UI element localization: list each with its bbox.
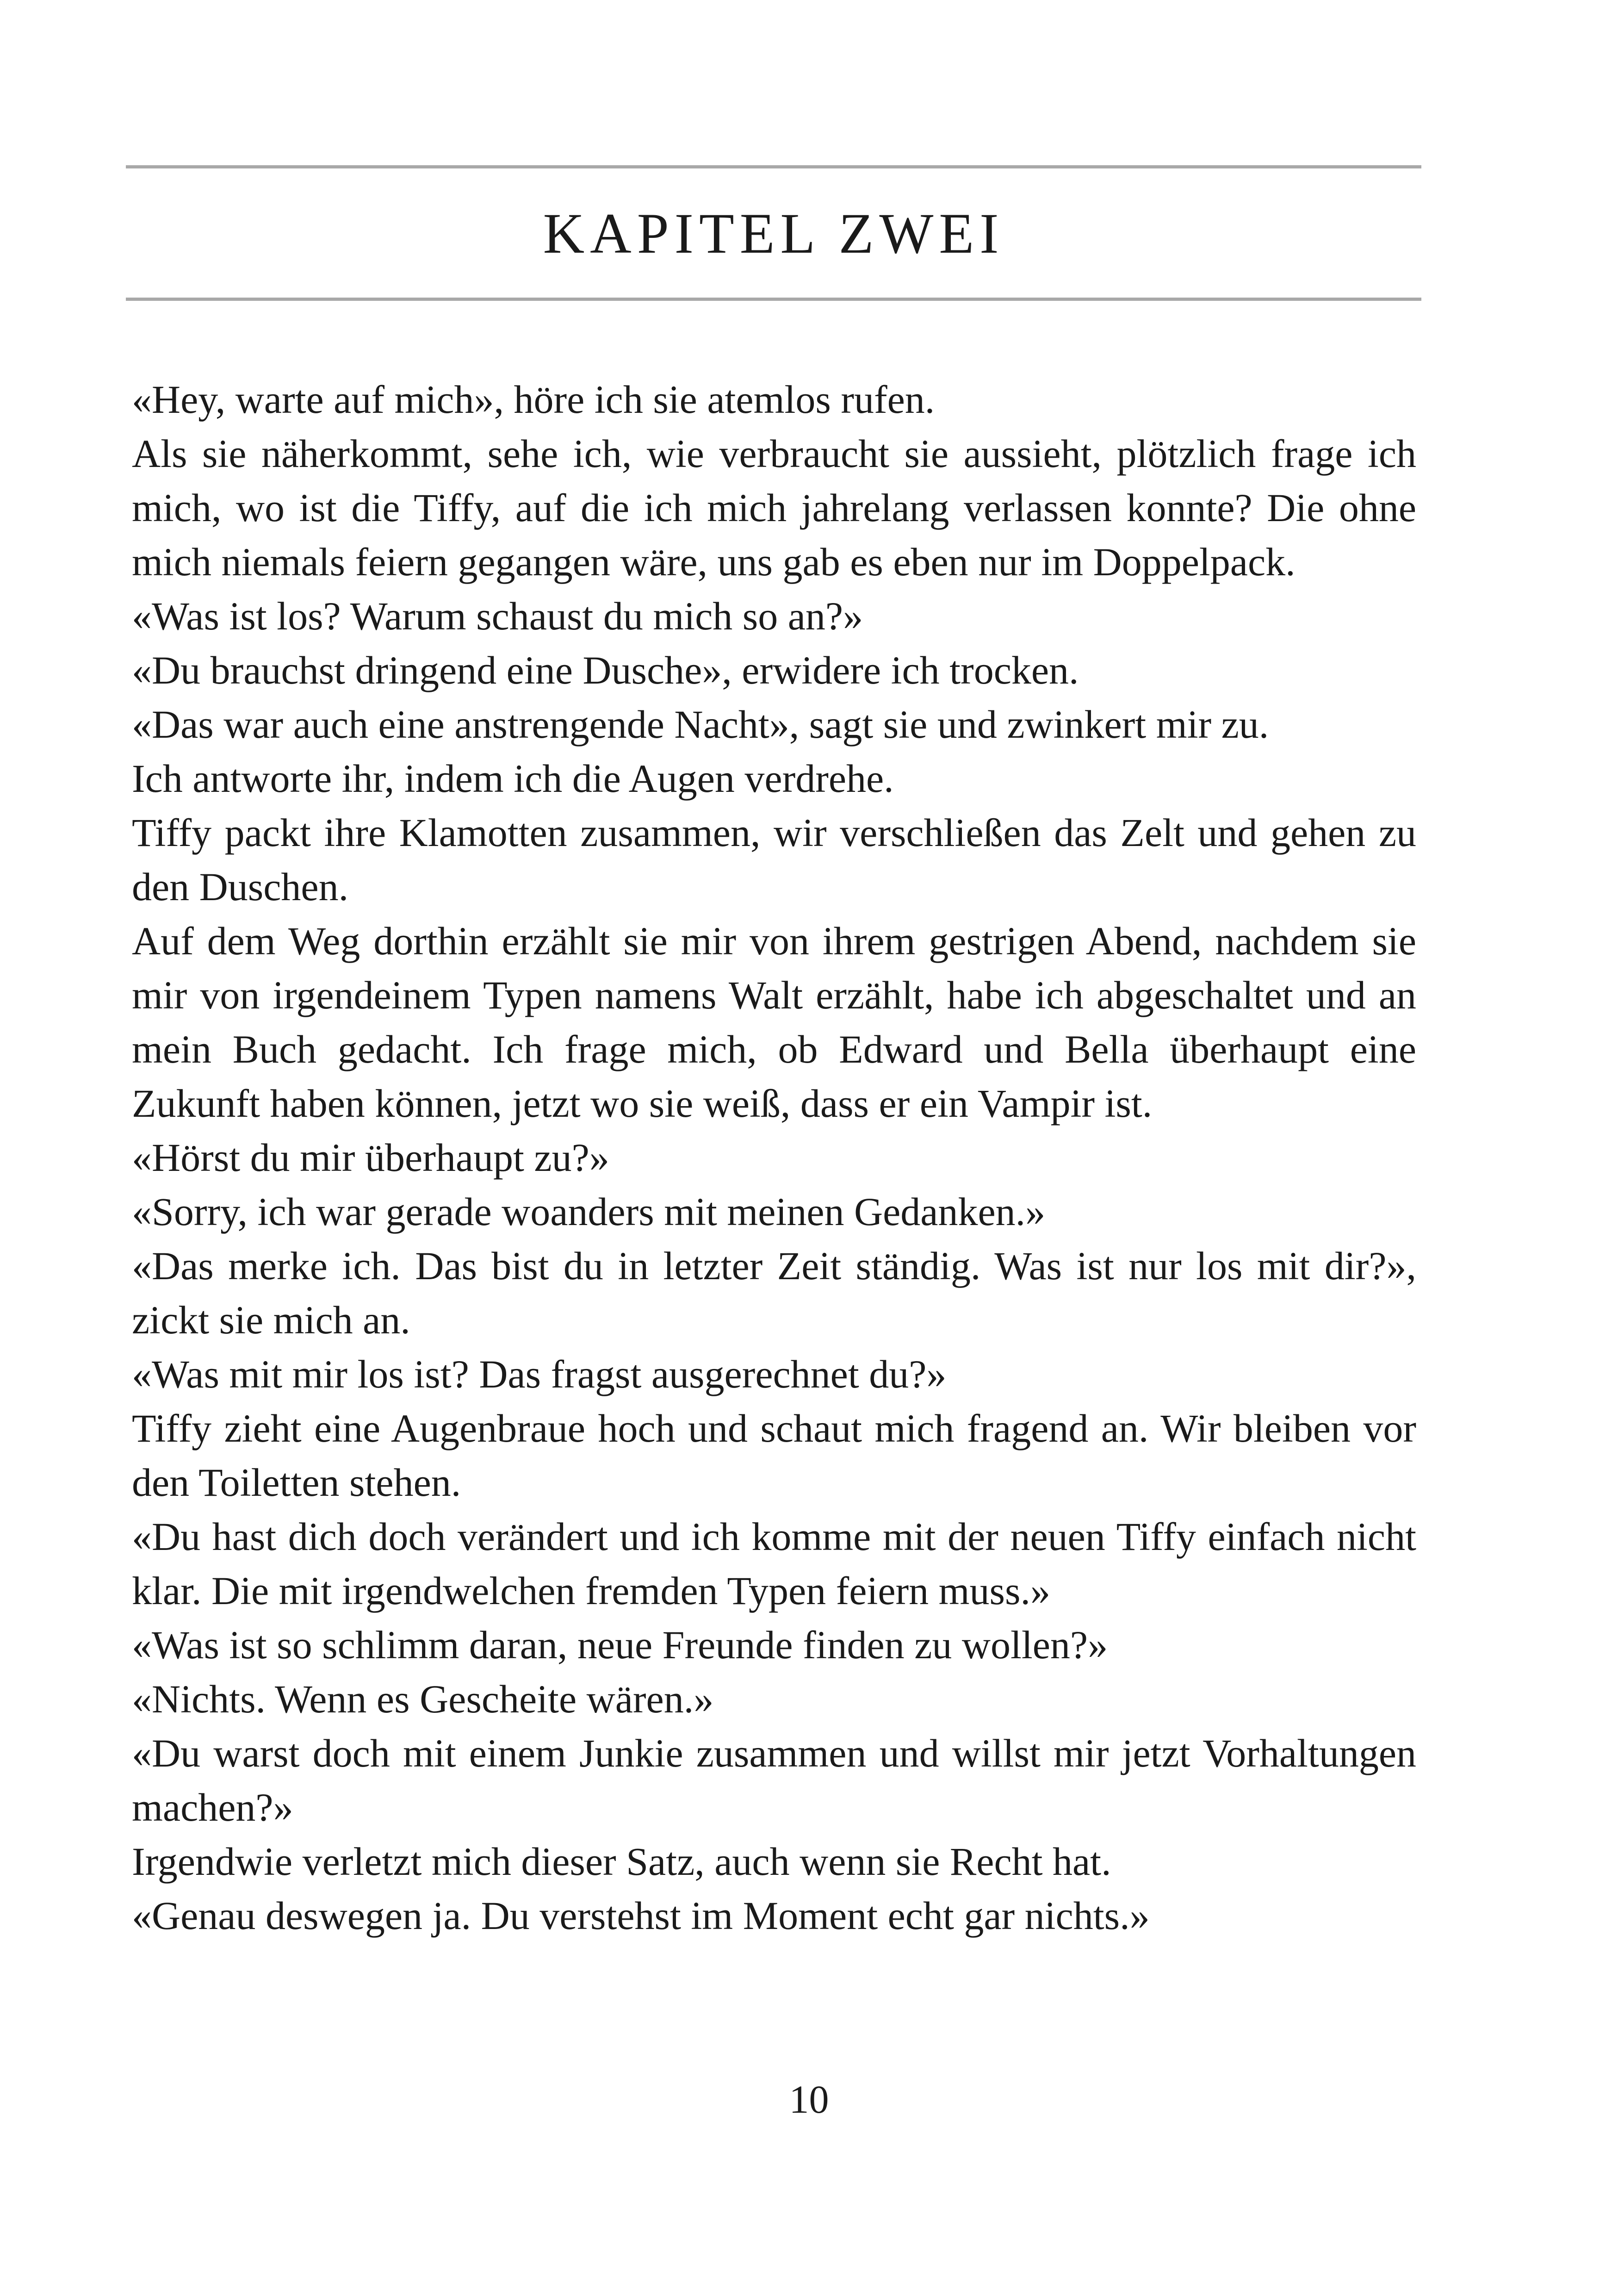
paragraph: Tiffy zieht eine Augenbraue hoch und schaut mich fragend an. Wir bleiben vor den Toiletten stehen. — [132, 1406, 1416, 1505]
paragraph: «Du hast dich doch verändert und ich komme mit der neuen Tiffy einfach nicht klar. Die mit irgendwelchen fremden Typen feiern muss.» — [132, 1514, 1416, 1613]
paragraph: «Hörst du mir überhaupt zu?» — [132, 1135, 609, 1180]
paragraph: «Was mit mir los ist? Das fragst ausgerechnet du?» — [132, 1352, 947, 1396]
page-number: 10 — [789, 2077, 829, 2122]
paragraph: «Sorry, ich war gerade woanders mit meinen Gedanken.» — [132, 1189, 1046, 1234]
paragraph: Tiffy packt ihre Klamotten zusammen, wir verschließen das Zelt und gehen zu den Duschen. — [132, 810, 1416, 909]
body-text — [132, 373, 1416, 1943]
paragraph: «Das war auch eine anstrengende Nacht», sagt sie und zwinkert mir zu. — [132, 702, 1269, 747]
paragraph: «Was ist los? Warum schaust du mich so an?» — [132, 594, 863, 638]
paragraph: «Du brauchst dringend eine Dusche», erwidere ich trocken. — [132, 648, 1079, 692]
paragraph: Auf dem Weg dorthin erzählt sie mir von ihrem gestrigen Abend, nachdem sie mir von irgendeinem Typen namens Walt erzählt, habe ich abgeschaltet und an mein Buch gedacht. Ich frage mich, ob Edward und Bella überhaupt eine Zukunft haben können, jetzt wo sie weiß, dass er ein Vampir ist. — [132, 919, 1416, 1126]
paragraph: «Hey, warte auf mich», höre ich sie atemlos rufen. — [132, 377, 935, 422]
paragraph: Als sie näherkommt, sehe ich, wie verbraucht sie aussieht, plötzlich frage ich mich, wo ist die Tiffy, auf die ich mich jahrelang verlassen konnte? Die ohne mich niemals feiern gegangen wäre, uns gab es eben nur im Doppelpack. — [132, 431, 1416, 584]
paragraph: «Du warst doch mit einem Junkie zusammen und willst mir jetzt Vorhaltungen machen?» — [132, 1731, 1416, 1829]
paragraph: «Was ist so schlimm daran, neue Freunde finden zu wollen?» — [132, 1623, 1108, 1667]
paragraph: «Genau deswegen ja. Du verstehst im Moment echt gar nichts.» — [132, 1893, 1150, 1938]
header-rule-bottom — [126, 298, 1421, 301]
paragraph: «Nichts. Wenn es Gescheite wären.» — [132, 1677, 714, 1721]
paragraph: «Das merke ich. Das bist du in letzter Zeit ständig. Was ist nur los mit dir?», zickt sie mich an. — [132, 1244, 1416, 1342]
paragraph: Ich antworte ihr, indem ich die Augen verdrehe. — [132, 756, 894, 801]
header-rule-top — [126, 165, 1421, 168]
paragraph: Irgendwie verletzt mich dieser Satz, auch wenn sie Recht hat. — [132, 1839, 1111, 1884]
chapter-title: KAPITEL ZWEI — [543, 202, 1004, 265]
